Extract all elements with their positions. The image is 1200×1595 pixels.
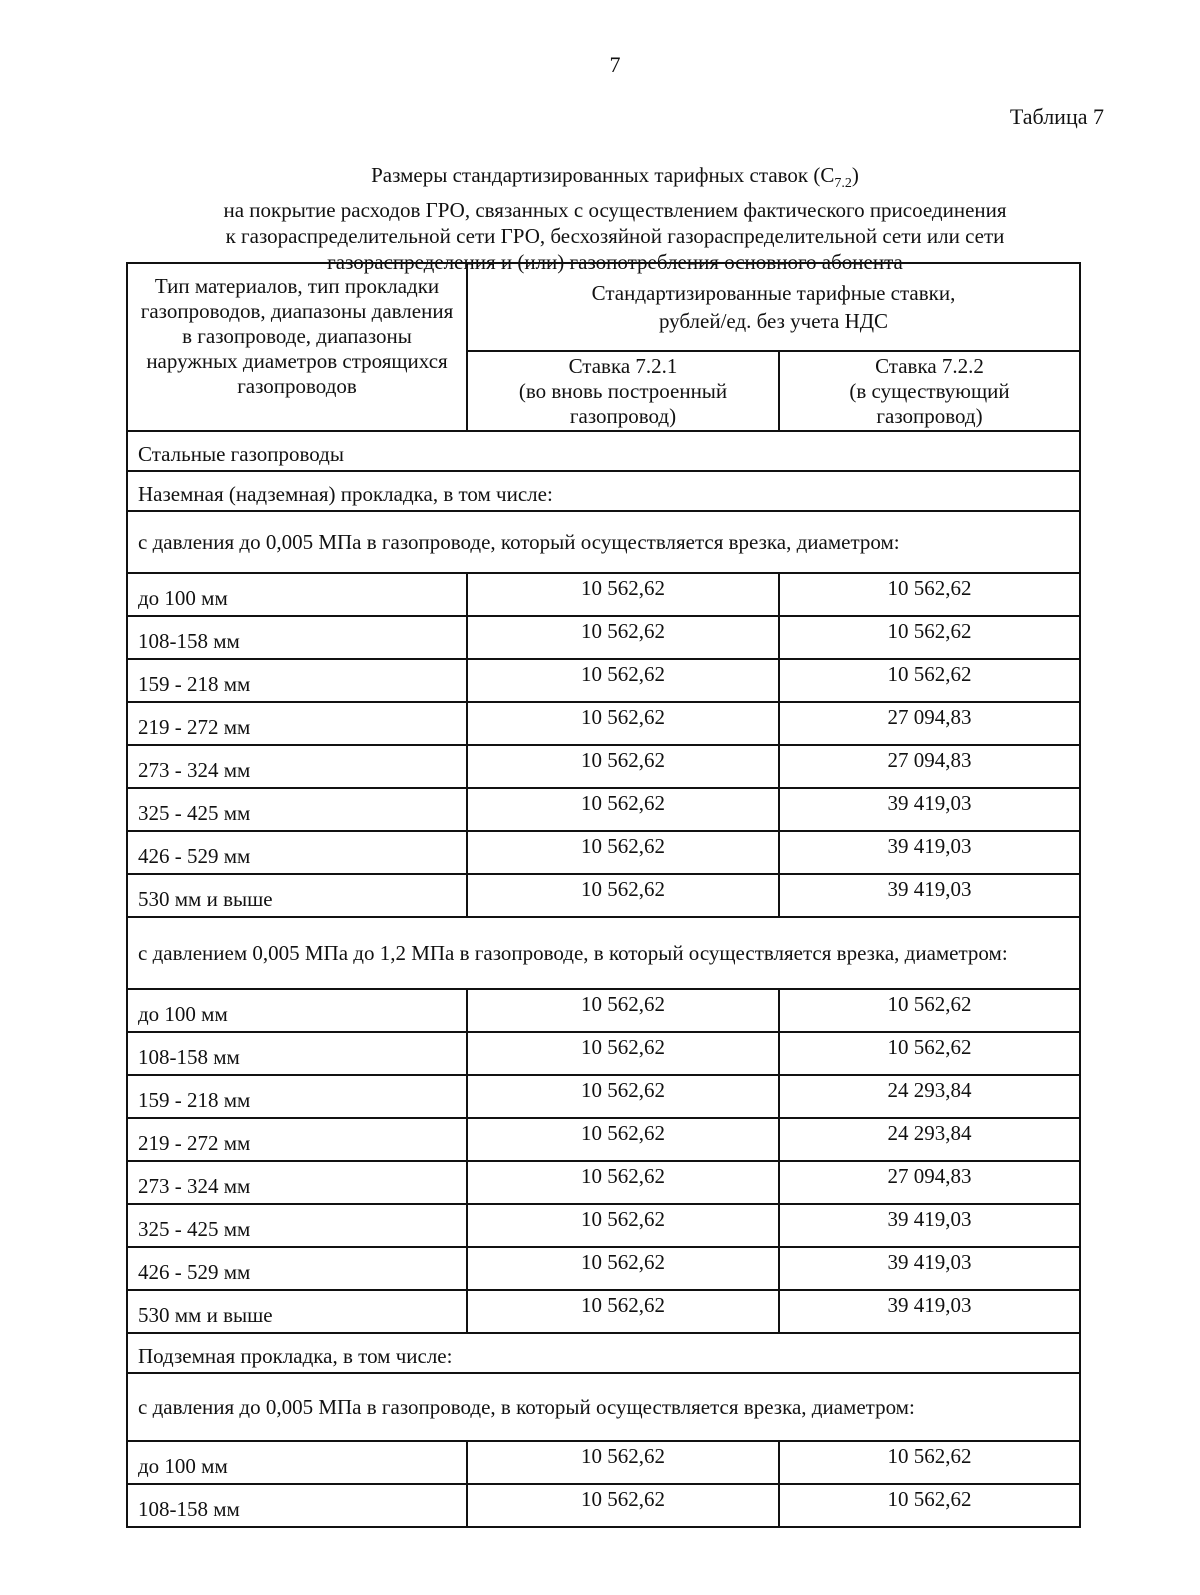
- table-row: [127, 989, 1080, 1032]
- section-steel: Стальные газопроводы: [127, 431, 1080, 471]
- rate-7-2-1-cell: 10 562,62: [467, 1484, 779, 1527]
- rate-7-2-1-cell: 10 562,62: [467, 874, 779, 917]
- rate-7-2-1-cell: 10 562,62: [467, 616, 779, 659]
- diameter-cell: 108-158 мм: [127, 616, 467, 659]
- caption-line-4: газораспределения и (или) газопотребления основного абонента: [327, 250, 903, 275]
- diameter-cell: 219 - 272 мм: [127, 1118, 467, 1161]
- diameter-cell: 325 - 425 мм: [127, 788, 467, 831]
- tariff-table: [126, 262, 1081, 1528]
- rate-7-2-2-cell: 10 562,62: [779, 1441, 1080, 1484]
- rate-7-2-1-cell: 10 562,62: [467, 831, 779, 874]
- rate-7-2-1-cell: 10 562,62: [467, 989, 779, 1032]
- table-row: [127, 1441, 1080, 1484]
- diameter-cell: 530 мм и выше: [127, 874, 467, 917]
- table-caption: [150, 162, 1080, 275]
- rate-7-2-1-cell: 10 562,62: [467, 702, 779, 745]
- rate-7-2-1-cell: 10 562,62: [467, 1032, 779, 1075]
- table-label: Таблица 7: [1009, 104, 1104, 129]
- rate-7-2-2-cell: 39 419,03: [779, 874, 1080, 917]
- diameter-cell: 273 - 324 мм: [127, 745, 467, 788]
- rate-7-2-2-cell: 10 562,62: [779, 573, 1080, 616]
- rate-7-2-2-cell: 27 094,83: [779, 745, 1080, 788]
- rate-7-2-2-cell: 39 419,03: [779, 1247, 1080, 1290]
- table-row: [127, 745, 1080, 788]
- rate-7-2-1-cell: 10 562,62: [467, 573, 779, 616]
- rate-7-2-2-cell: 10 562,62: [779, 616, 1080, 659]
- caption-line-3: к газораспределительной сети ГРО, бесхозяйной газораспределительной сети или сети: [225, 224, 1005, 249]
- section-underground: Подземная прокладка, в том числе:: [127, 1333, 1080, 1373]
- table-row: [127, 573, 1080, 616]
- rate-7-2-1-cell: 10 562,62: [467, 1247, 779, 1290]
- diameter-cell: 159 - 218 мм: [127, 1075, 467, 1118]
- diameter-cell: 426 - 529 мм: [127, 1247, 467, 1290]
- header-rate-7-2-1: Ставка 7.2.1 (во вновь построенный газопровод): [467, 351, 779, 431]
- rate-7-2-2-cell: 10 562,62: [779, 1032, 1080, 1075]
- rate-7-2-1-cell: 10 562,62: [467, 1441, 779, 1484]
- rate-7-2-2-cell: 39 419,03: [779, 788, 1080, 831]
- diameter-cell: 159 - 218 мм: [127, 659, 467, 702]
- table-row: [127, 659, 1080, 702]
- table-row: [127, 1075, 1080, 1118]
- header-rates-title: Стандартизированные тарифные ставки, рублей/ед. без учета НДС: [467, 263, 1080, 351]
- rate-7-2-2-cell: 27 094,83: [779, 1161, 1080, 1204]
- diameter-cell: до 100 мм: [127, 1441, 467, 1484]
- rate-7-2-2-cell: 10 562,62: [779, 1484, 1080, 1527]
- rate-7-2-1-cell: 10 562,62: [467, 745, 779, 788]
- table-row: [127, 1247, 1080, 1290]
- rate-7-2-2-cell: 10 562,62: [779, 989, 1080, 1032]
- header-material-type: Тип материалов, тип прокладки газопроводов, диапазоны давления в газопроводе, диапазоны наружных диаметров строящихся газопроводов: [127, 263, 467, 431]
- rate-7-2-1-cell: 10 562,62: [467, 1075, 779, 1118]
- caption-line-1: Размеры стандартизированных тарифных ставок $(С_{7.2})$: [371, 163, 859, 192]
- table-row: [127, 702, 1080, 745]
- diameter-cell: 273 - 324 мм: [127, 1161, 467, 1204]
- rate-7-2-1-cell: 10 562,62: [467, 659, 779, 702]
- section-under-low-pressure: с давления до 0,005 МПа в газопроводе, в который осуществляется врезка, диаметром:: [127, 1373, 1080, 1441]
- caption-line-2: на покрытие расходов ГРО, связанных с осуществлением фактического присоединения: [223, 198, 1007, 223]
- diameter-cell: 108-158 мм: [127, 1484, 467, 1527]
- table-row: [127, 1161, 1080, 1204]
- rate-7-2-1-cell: 10 562,62: [467, 788, 779, 831]
- rate-7-2-2-cell: 39 419,03: [779, 1290, 1080, 1333]
- rate-7-2-2-cell: 39 419,03: [779, 831, 1080, 874]
- section-aboveground: Наземная (надземная) прокладка, в том числе:: [127, 471, 1080, 511]
- rate-7-2-1-cell: 10 562,62: [467, 1118, 779, 1161]
- diameter-cell: 219 - 272 мм: [127, 702, 467, 745]
- table-row: [127, 616, 1080, 659]
- table-row: [127, 1118, 1080, 1161]
- section-above-low-pressure: с давления до 0,005 МПа в газопроводе, который осуществляется врезка, диаметром:: [127, 511, 1080, 573]
- rate-7-2-2-cell: 24 293,84: [779, 1075, 1080, 1118]
- table-row: [127, 1290, 1080, 1333]
- rate-7-2-2-cell: 10 562,62: [779, 659, 1080, 702]
- rate-7-2-2-cell: 39 419,03: [779, 1204, 1080, 1247]
- diameter-cell: до 100 мм: [127, 573, 467, 616]
- rate-7-2-1-cell: 10 562,62: [467, 1290, 779, 1333]
- rate-7-2-1-cell: 10 562,62: [467, 1161, 779, 1204]
- rate-7-2-1-cell: 10 562,62: [467, 1204, 779, 1247]
- table-row: [127, 874, 1080, 917]
- table-row: [127, 1484, 1080, 1527]
- diameter-cell: 426 - 529 мм: [127, 831, 467, 874]
- diameter-cell: 530 мм и выше: [127, 1290, 467, 1333]
- table-row: [127, 788, 1080, 831]
- table-row: [127, 831, 1080, 874]
- diameter-cell: до 100 мм: [127, 989, 467, 1032]
- table-row: [127, 1204, 1080, 1247]
- header-rate-7-2-2: Ставка 7.2.2 (в существующий газопровод): [779, 351, 1080, 431]
- table-row: [127, 1032, 1080, 1075]
- section-above-high-pressure: с давлением 0,005 МПа до 1,2 МПа в газопроводе, в который осуществляется врезка, диаметром:: [127, 917, 1080, 989]
- page-number: 7: [609, 52, 621, 77]
- rate-7-2-2-cell: 27 094,83: [779, 702, 1080, 745]
- rate-7-2-2-cell: 24 293,84: [779, 1118, 1080, 1161]
- diameter-cell: 108-158 мм: [127, 1032, 467, 1075]
- diameter-cell: 325 - 425 мм: [127, 1204, 467, 1247]
